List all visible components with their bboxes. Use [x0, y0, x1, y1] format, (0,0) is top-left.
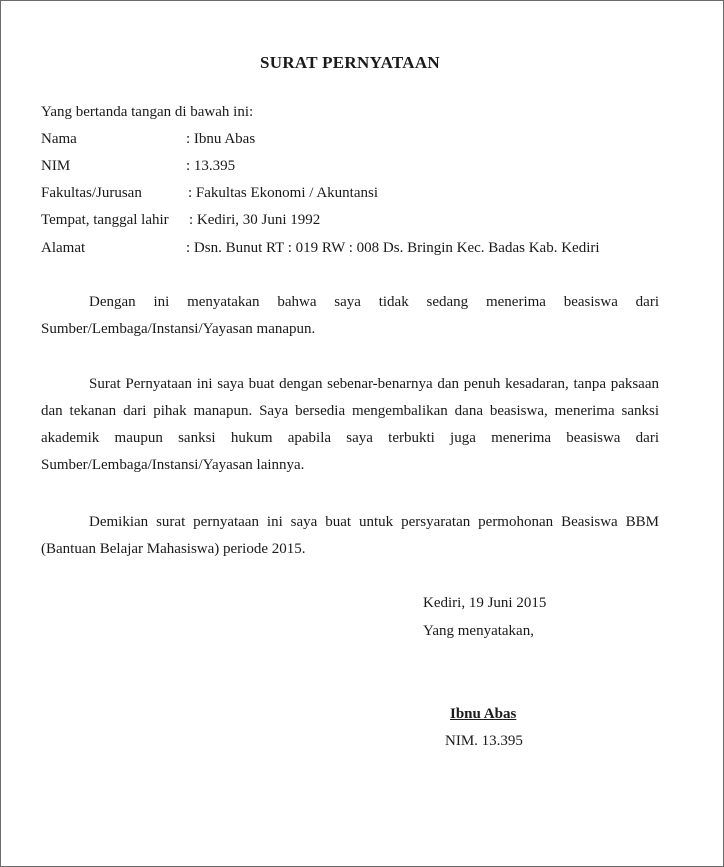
- paragraph-text: Dengan ini menyatakan bahwa saya tidak sedang menerima beasiswa dari Sumber/Lembaga/Instansi/Yayasan manapun.: [41, 294, 659, 337]
- field-value: : 13.395: [186, 158, 236, 174]
- field-label: NIM: [41, 158, 71, 174]
- field-label: Alamat: [41, 240, 86, 256]
- signer-name: Ibnu Abas: [450, 706, 517, 722]
- intro-line: Yang bertanda tangan di bawah ini:: [41, 104, 254, 120]
- signature-statement: Yang menyatakan,: [423, 623, 534, 639]
- field-value: : Ibnu Abas: [186, 131, 256, 147]
- field-label: Fakultas/Jurusan: [41, 185, 142, 201]
- field-value: : Kediri, 30 Juni 1992: [189, 212, 321, 228]
- field-label: Nama: [41, 131, 77, 147]
- paragraph-text: Surat Pernyataan ini saya buat dengan sebenar-benarnya dan penuh kesadaran, tanpa paksaan dan tekanan dari pihak manapun. Saya bersedia mengembalikan dana beasiswa, menerima sanksi akademik maupun sanksi hukum apabila saya terbukti juga menerima beasiswa dari Sumber/Lembaga/Instansi/Yayasan lainnya.: [41, 376, 659, 473]
- field-label: Tempat, tanggal lahir: [41, 212, 169, 228]
- paragraph-1: [41, 289, 659, 343]
- paragraph-3: [41, 509, 659, 563]
- field-value: : Fakultas Ekonomi / Akuntansi: [188, 185, 378, 201]
- document-title: SURAT PERNYATAAN: [259, 53, 441, 72]
- field-value: : Dsn. Bunut RT : 019 RW : 008 Ds. Bringin Kec. Badas Kab. Kediri: [186, 240, 600, 256]
- signer-nim: NIM. 13.395: [445, 733, 523, 749]
- paragraph-text: Demikian surat pernyataan ini saya buat untuk persyaratan permohonan Beasiswa BBM (Bantuan Belajar Mahasiswa) periode 2015.: [41, 514, 659, 557]
- paragraph-2: [41, 371, 659, 479]
- place-date: Kediri, 19 Juni 2015: [423, 595, 547, 611]
